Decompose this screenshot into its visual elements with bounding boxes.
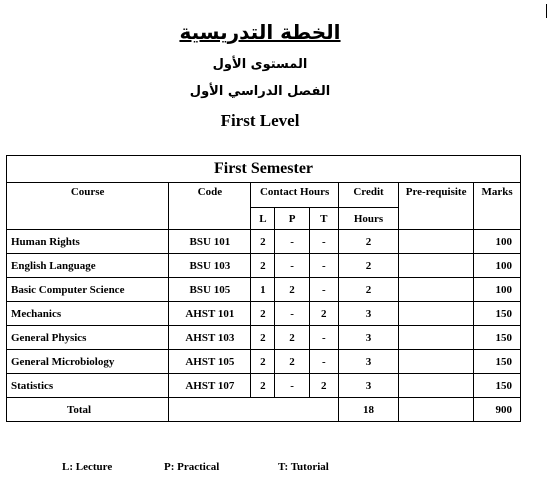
level-title: First Level: [220, 111, 300, 130]
prerequisite-cell: [399, 350, 474, 374]
credit-hours-cell: 2: [338, 230, 398, 254]
marks-cell: 150: [474, 326, 521, 350]
code-column-header: Code: [169, 183, 251, 230]
practical-hours-cell: -: [275, 302, 309, 326]
arabic-semester-title: الفصل الدراسي الأول: [189, 84, 331, 99]
marks-cell: 100: [474, 278, 521, 302]
total-empty-cell: [169, 398, 339, 422]
page-edge-mark: [546, 4, 547, 18]
table-row: [7, 302, 521, 326]
prerequisite-cell: [399, 326, 474, 350]
prerequisite-cell: [399, 254, 474, 278]
table-row: [7, 278, 521, 302]
course-cell: Human Rights: [7, 230, 169, 254]
tutorial-hours-cell: 2: [309, 302, 338, 326]
legend-tutorial: T: Tutorial: [278, 461, 329, 473]
prerequisite-cell: [399, 374, 474, 398]
total-marks-cell: 900: [474, 398, 521, 422]
legend-practical: P: Practical: [164, 461, 220, 473]
semester-header: First Semester: [7, 156, 521, 183]
table-row: [7, 374, 521, 398]
tutorial-hours-cell: -: [309, 230, 338, 254]
code-cell: AHST 103: [169, 326, 251, 350]
tutorial-hours-cell: -: [309, 326, 338, 350]
practical-hours-cell: -: [275, 254, 309, 278]
lecture-subheader: L: [251, 208, 275, 230]
prerequisite-cell: [399, 230, 474, 254]
code-cell: BSU 103: [169, 254, 251, 278]
prerequisite-cell: [399, 302, 474, 326]
prerequisite-cell: [399, 278, 474, 302]
practical-hours-cell: 2: [275, 278, 309, 302]
tutorial-hours-cell: -: [309, 278, 338, 302]
credit-hours-cell: 3: [338, 374, 398, 398]
table-row: [7, 326, 521, 350]
total-credit-cell: 18: [338, 398, 398, 422]
prerequisite-column-header: Pre-requisite: [399, 183, 474, 230]
contact-hours-header: Contact Hours: [251, 183, 338, 208]
marks-cell: 150: [474, 302, 521, 326]
arabic-plan-title: الخطة التدريسية: [179, 20, 341, 44]
lecture-hours-cell: 2: [251, 230, 275, 254]
credit-hours-cell: 3: [338, 302, 398, 326]
lecture-hours-cell: 2: [251, 326, 275, 350]
code-cell: BSU 101: [169, 230, 251, 254]
credit-hours-cell: 3: [338, 326, 398, 350]
code-cell: BSU 105: [169, 278, 251, 302]
code-cell: AHST 101: [169, 302, 251, 326]
lecture-hours-cell: 1: [251, 278, 275, 302]
credit-hours-cell: 2: [338, 278, 398, 302]
tutorial-hours-cell: -: [309, 254, 338, 278]
course-column-header: Course: [7, 183, 169, 230]
course-cell: English Language: [7, 254, 169, 278]
table-row: [7, 350, 521, 374]
arabic-level-title: المستوى الأول: [212, 57, 308, 72]
credit-hours-cell: 3: [338, 350, 398, 374]
total-prerequisite-cell: [399, 398, 474, 422]
credit-column-header: Credit: [338, 183, 398, 208]
legend-lecture: L: Lecture: [62, 461, 113, 473]
tutorial-hours-cell: 2: [309, 374, 338, 398]
code-cell: AHST 107: [169, 374, 251, 398]
lecture-hours-cell: 2: [251, 374, 275, 398]
credit-hours-subheader: Hours: [338, 208, 398, 230]
practical-hours-cell: -: [275, 374, 309, 398]
practical-hours-cell: 2: [275, 326, 309, 350]
table-row: [7, 230, 521, 254]
table-row: [7, 254, 521, 278]
course-cell: General Microbiology: [7, 350, 169, 374]
course-cell: Statistics: [7, 374, 169, 398]
course-cell: General Physics: [7, 326, 169, 350]
tutorial-hours-cell: -: [309, 350, 338, 374]
practical-hours-cell: 2: [275, 350, 309, 374]
lecture-hours-cell: 2: [251, 350, 275, 374]
marks-cell: 150: [474, 350, 521, 374]
lecture-hours-cell: 2: [251, 254, 275, 278]
credit-hours-cell: 2: [338, 254, 398, 278]
lecture-hours-cell: 2: [251, 302, 275, 326]
code-cell: AHST 105: [169, 350, 251, 374]
total-row: [7, 398, 521, 422]
course-cell: Mechanics: [7, 302, 169, 326]
marks-cell: 100: [474, 230, 521, 254]
marks-cell: 100: [474, 254, 521, 278]
course-cell: Basic Computer Science: [7, 278, 169, 302]
tutorial-subheader: T: [309, 208, 338, 230]
practical-hours-cell: -: [275, 230, 309, 254]
marks-column-header: Marks: [474, 183, 521, 230]
marks-cell: 150: [474, 374, 521, 398]
course-plan-table: [6, 155, 521, 422]
total-label: Total: [7, 398, 169, 422]
practical-subheader: P: [275, 208, 309, 230]
